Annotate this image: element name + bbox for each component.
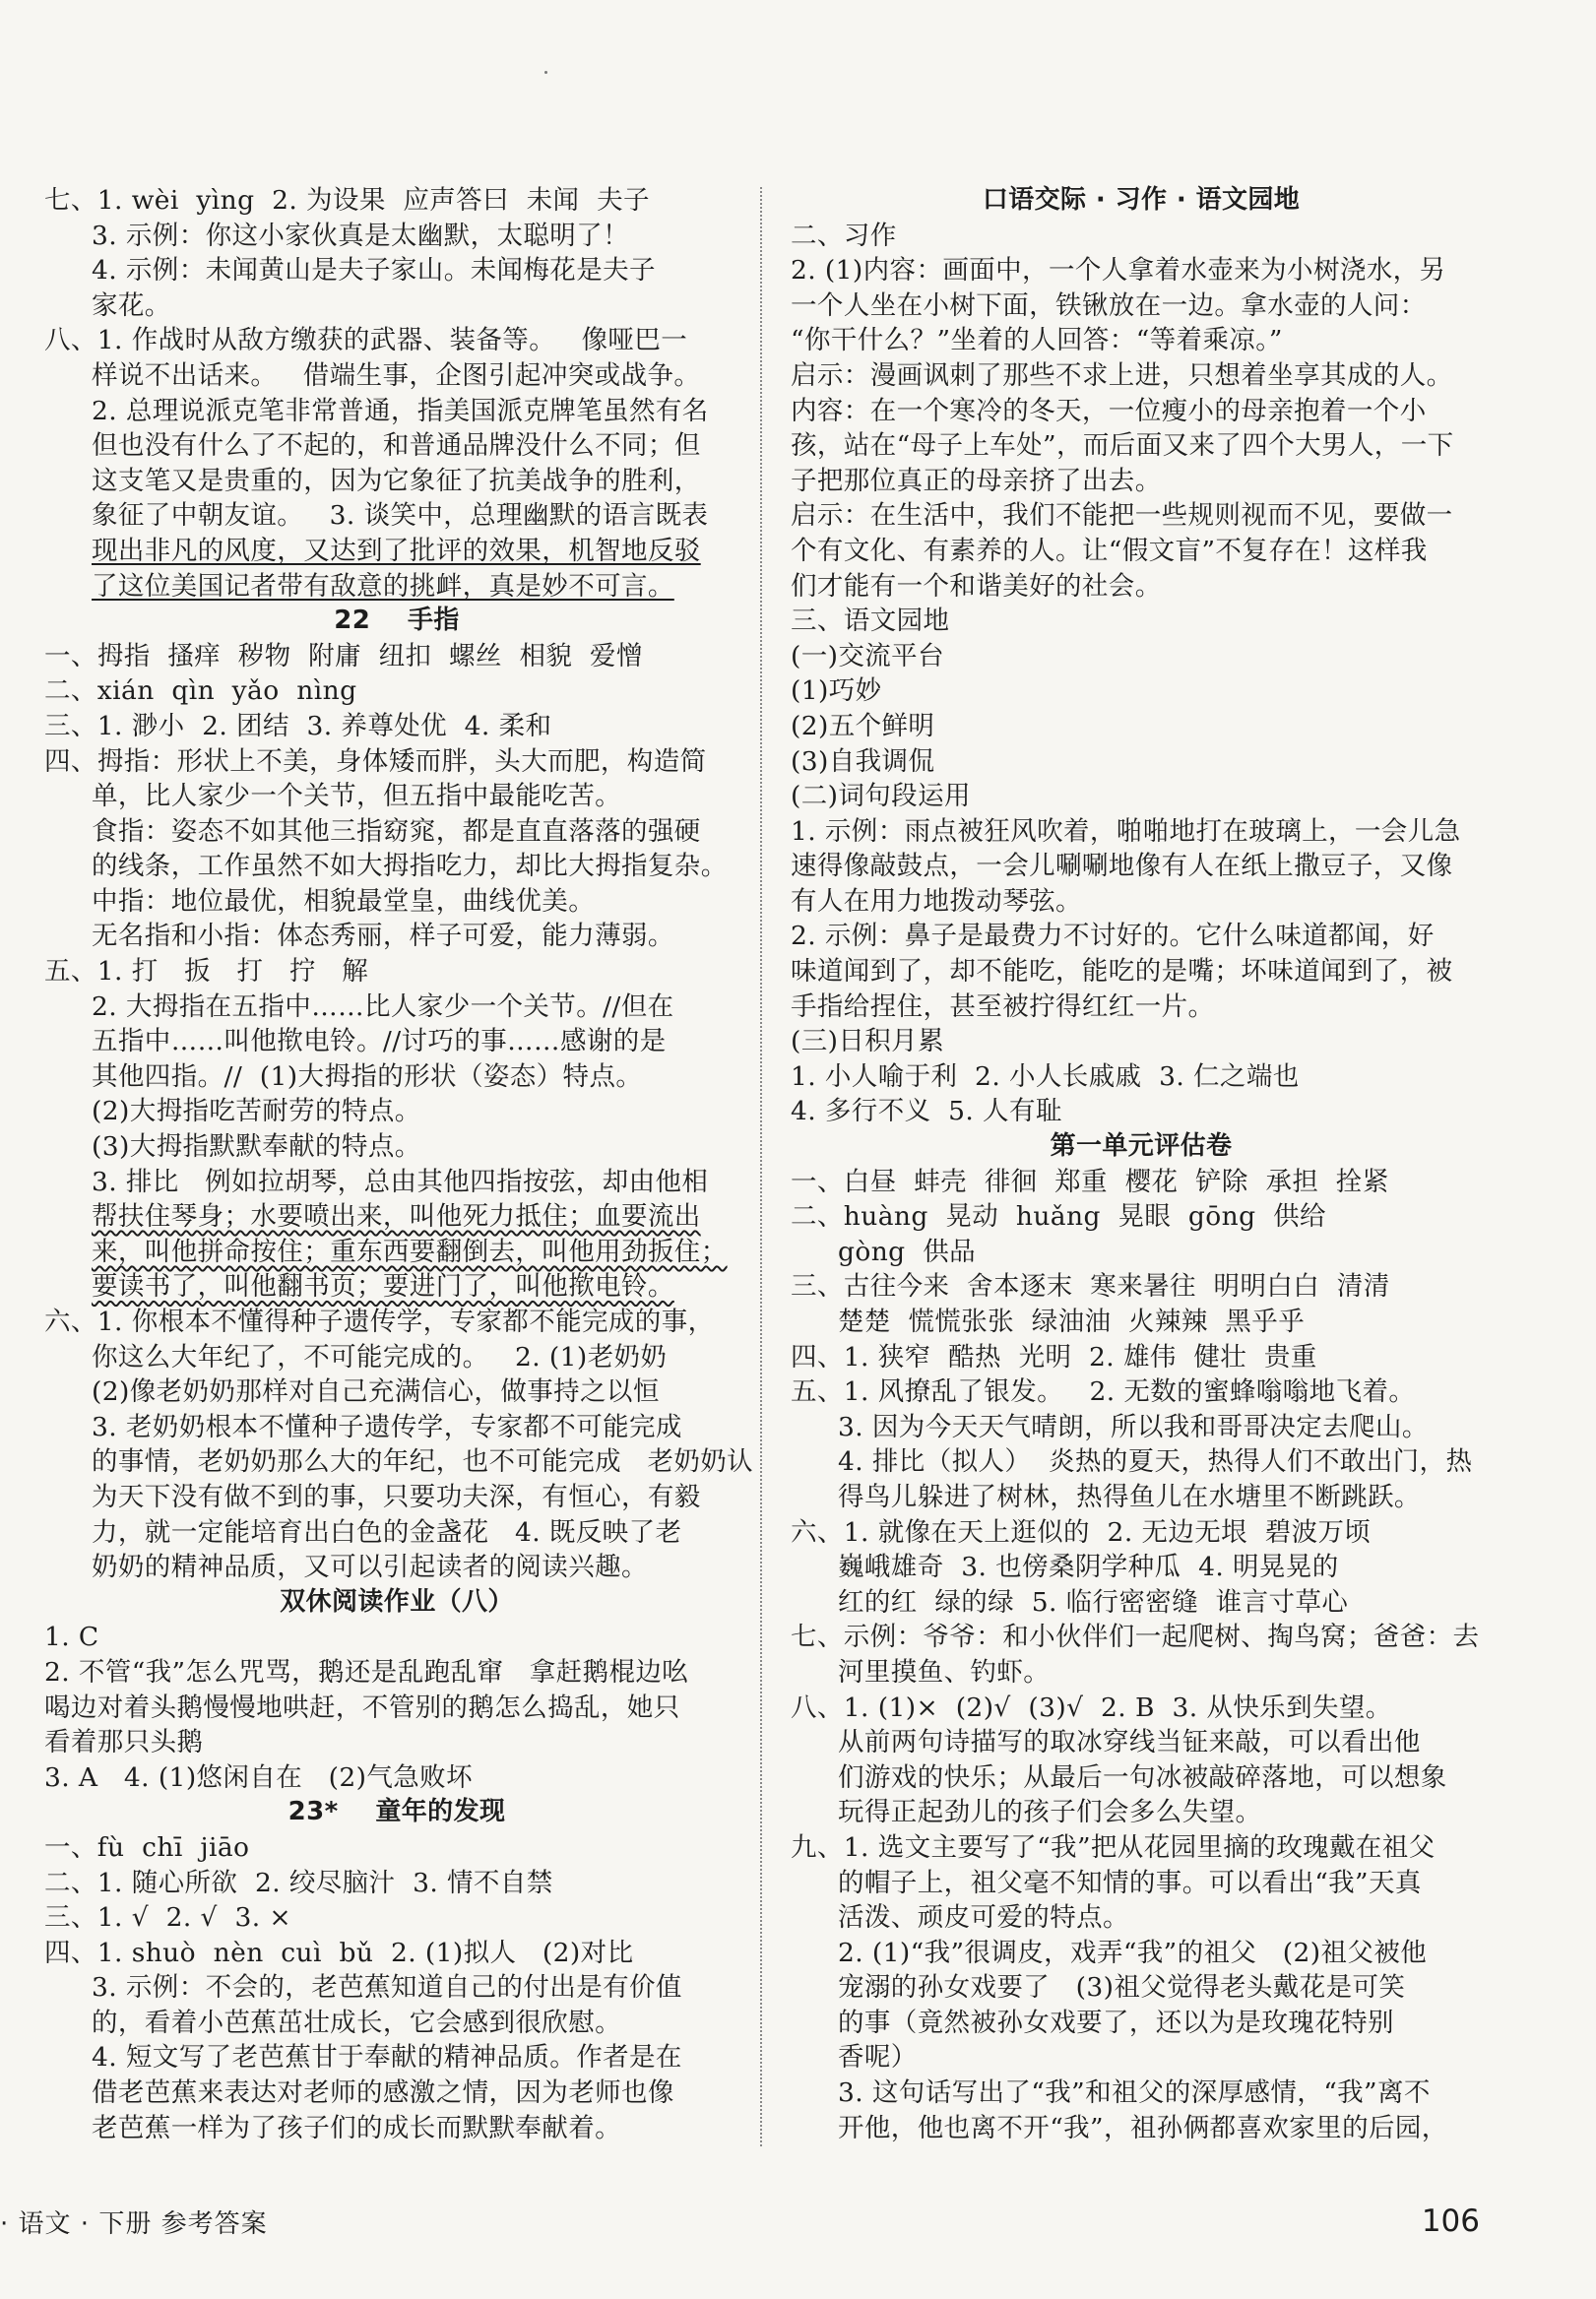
section-heading: 口语交际 · 习作 · 语文园地: [982, 185, 1301, 215]
answer-line: 中指：地位最优，相貌最堂皇，曲线优美。: [92, 885, 596, 917]
answer-line: 三、1. 渺小 2. 团结 3. 养尊处优 4. 柔和: [44, 710, 552, 741]
left-answer-column: [44, 183, 754, 2145]
answer-line: 五、1. 风撩乱了银发。 2. 无数的蜜蜂嗡嗡地飞着。: [791, 1376, 1416, 1408]
answer-line: 2. (1)“我”很调皮，戏弄“我”的祖父 (2)祖父被他: [838, 1937, 1428, 1968]
answer-line: 一、白昼 蚌壳 徘徊 郑重 樱花 铲除 承担 拴紧: [791, 1166, 1389, 1197]
answer-line: 2. (1)内容：画面中，一个人拿着水壶来为小树浇水，另: [791, 255, 1446, 287]
answer-line: 奶奶的精神品质，又可以引起读者的阅读兴趣。: [92, 1552, 648, 1583]
answer-line: 六、1. 你根本不懂得种子遗传学，专家都不能完成的事，: [44, 1307, 715, 1337]
answer-line: 家花。: [92, 289, 171, 321]
speck-mark: [544, 71, 547, 74]
section-heading: 22 手指: [334, 606, 460, 636]
answer-line: 4. 示例：未闻黄山是夫子家山。未闻梅花是夫子: [92, 255, 656, 287]
answer-line: (1)巧妙: [791, 675, 882, 707]
answer-line: 七、1. wèi yìng 2. 为设果 应声答曰 未闻 夫子: [44, 185, 650, 216]
answer-line: 3. 排比 例如拉胡琴，总由其他四指按弦，却由他相: [92, 1166, 709, 1197]
answer-line: 1. 小人喻于利 2. 小人长戚戚 3. 仁之端也: [791, 1060, 1300, 1092]
answer-line: 4. 排比（拟人） 炎热的夏天，热得人们不敢出门，热: [838, 1446, 1473, 1478]
answer-line: 三、1. √ 2. √ 3. ×: [44, 1902, 291, 1934]
answer-line: 3. 因为今天天气晴朗，所以我和哥哥决定去爬山。: [838, 1411, 1429, 1442]
answer-line: 但也没有什么了不起的，和普通品牌没什么不同；但: [92, 430, 701, 462]
answer-line: 巍峨雄奇 3. 也傍桑阴学种瓜 4. 明晃晃的: [838, 1552, 1339, 1583]
answer-line: (二)词句段运用: [791, 781, 971, 812]
answer-line: 借老芭蕉来表达对老师的感激之情，因为老师也像: [92, 2077, 674, 2109]
answer-line: 启示：在生活中，我们不能把一些规则视而不见，要做一: [791, 500, 1453, 532]
right-answer-column: [791, 183, 1492, 2145]
answer-line: 食指：姿态不如其他三指窈窕，都是直直落落的强硬: [92, 815, 701, 847]
answer-line: 速得像敲鼓点，一会儿唰唰地像有人在纸上撒豆子，又像: [791, 851, 1453, 882]
answer-line: 四、1. 狭窄 酷热 光明 2. 雄伟 健壮 贵重: [791, 1341, 1317, 1373]
answer-line: 二、1. 随心所欲 2. 绞尽脑汁 3. 情不自禁: [44, 1867, 553, 1898]
answer-line: 们才能有一个和谐美好的社会。: [791, 570, 1162, 602]
answer-line: 红的红 绿的绿 5. 临行密密缝 谁言寸草心: [838, 1586, 1349, 1618]
answer-line: 来，叫他拼命按住；重东西要翻倒去，叫他用劲扳住；: [92, 1236, 728, 1267]
answer-line: 你这么大年纪了，不可能完成的。 2. (1)老奶奶: [92, 1341, 668, 1373]
answer-line: 内容：在一个寒冷的冬天，一位瘦小的母亲抱着一个小: [791, 395, 1427, 426]
answer-line: 四、1. shuò nèn cuì bǔ 2. (1)拟人 (2)对比: [44, 1937, 634, 1968]
answer-line: 单，比人家少一个关节，但五指中最能吃苦。: [92, 781, 621, 812]
answer-line: 个有文化、有素养的人。让“假文盲”不复存在！这样我: [791, 535, 1428, 566]
answer-line: 的事（竟然被孙女戏要了，还以为是玫瑰花特别: [838, 2007, 1394, 2038]
answer-line: 河里摸鱼、钓虾。: [838, 1656, 1051, 1688]
answer-line: 楚楚 慌慌张张 绿油油 火辣辣 黑乎乎: [838, 1307, 1306, 1337]
answer-line: 1. 示例：雨点被狂风吹着，啪啪地打在玻璃上，一会儿急: [791, 815, 1461, 847]
answer-line: 三、语文园地: [791, 606, 950, 637]
answer-line: 活泼、顽皮可爱的特点。: [838, 1902, 1129, 1934]
answer-line: 这支笔又是贵重的，因为它象征了抗美战争的胜利，: [92, 465, 701, 496]
answer-line: 的，看着小芭蕉茁壮成长，它会感到很欣慰。: [92, 2007, 621, 2038]
answer-line: 2. 不管“我”怎么咒骂，鹅还是乱跑乱窜 拿赶鹅棍边吆: [44, 1656, 689, 1688]
answer-line: 八、1. (1)× (2)√ (3)√ 2. B 3. 从快乐到失望。: [791, 1692, 1392, 1723]
answer-line: 二、习作: [791, 220, 897, 251]
answer-line: (2)像老奶奶那样对自己充满信心，做事持之以恒: [92, 1376, 660, 1408]
answer-line: (2)五个鲜明: [791, 710, 935, 741]
answer-line: (三)日积月累: [791, 1026, 944, 1057]
answer-line: 开他，他也离不开“我”，祖孙俩都喜欢家里的后园，: [838, 2112, 1448, 2143]
answer-line: 六、1. 就像在天上逛似的 2. 无边无垠 碧波万顷: [791, 1516, 1372, 1548]
answer-line: 3. 老奶奶根本不懂种子遗传学，专家都不可能完成: [92, 1411, 682, 1442]
answer-line: 们游戏的快乐；从最后一句冰被敲碎落地，可以想象: [838, 1761, 1447, 1793]
answer-line: 3. 示例：你这小家伙真是太幽默，太聪明了！: [92, 220, 630, 251]
answer-line: 无名指和小指：体态秀丽，样子可爱，能力薄弱。: [92, 921, 674, 952]
answer-line: 4. 短文写了老芭蕉甘于奉献的精神品质。作者是在: [92, 2042, 682, 2074]
answer-line: 孩，站在“母子上车处”，而后面又来了四个大男人，一下: [791, 430, 1454, 462]
answer-line: 的帽子上，祖父毫不知情的事。可以看出“我”天真: [838, 1867, 1422, 1898]
answer-line: 玩得正起劲儿的孩子们会多么失望。: [838, 1797, 1262, 1828]
answer-line: 力，就一定能培育出白色的金盏花 4. 既反映了老: [92, 1516, 682, 1548]
answer-line: “你干什么？”坐着的人回答：“等着乘凉。”: [791, 325, 1283, 356]
answer-line: 2. 示例：鼻子是最费力不讨好的。它什么味道都闻，好: [791, 921, 1435, 952]
answer-line: 帮扶住琴身；水要喷出来，叫他死力抵住；血要流出: [92, 1201, 701, 1233]
answer-line: 四、拇指：形状上不美，身体矮而胖，头大而肥，构造简: [44, 745, 707, 777]
section-heading: 第一单元评估卷: [1050, 1131, 1233, 1162]
answer-line: 为天下没有做不到的事，只要功夫深，有恒心，有毅: [92, 1481, 701, 1512]
answer-line: 从前两句诗描写的取冰穿线当钲来敲，可以看出他: [838, 1727, 1421, 1758]
answer-line: 现出非凡的风度，又达到了批评的效果，机智地反驳: [92, 535, 701, 566]
answer-line: 一、fù chī jiāo: [44, 1831, 250, 1863]
answer-line: 2. 大拇指在五指中……比人家少一个关节。//但在: [92, 990, 674, 1022]
answer-line: (2)大拇指吃苦耐劳的特点。: [92, 1096, 421, 1127]
answer-line: 3. 示例：不会的，老芭蕉知道自己的付出是有价值: [92, 1972, 682, 2004]
answer-line: (3)自我调侃: [791, 745, 935, 777]
answer-line: 一、拇指 搔痒 秽物 附庸 纽扣 螺丝 相貌 爱憎: [44, 640, 643, 671]
answer-line: 味道闻到了，却不能吃，能吃的是嘴；坏味道闻到了，被: [791, 956, 1453, 988]
answer-line: 老芭蕉一样为了孩子们的成长而默默奉献着。: [92, 2112, 621, 2143]
answer-line: 八、1. 作战时从敌方缴获的武器、装备等。 像哑巴一: [44, 325, 688, 356]
answer-line: 看着那只头鹅: [44, 1727, 204, 1758]
answer-line: 五、1. 打 扳 打 拧 解: [44, 956, 369, 988]
page-number: 106: [1421, 2203, 1480, 2239]
answer-line: 二、xián qìn yǎo nìng: [44, 675, 357, 707]
answer-line: 的事情，老奶奶那么大的年纪，也不可能完成 老奶奶认: [92, 1446, 754, 1478]
answer-line: 3. A 4. (1)悠闲自在 (2)气急败坏: [44, 1761, 473, 1793]
answer-line: 喝边对着头鹅慢慢地哄赶，不管别的鹅怎么捣乱，她只: [44, 1692, 680, 1723]
answer-line: 4. 多行不义 5. 人有耻: [791, 1096, 1062, 1127]
answer-line: 3. 这句话写出了“我”和祖父的深厚感情，“我”离不: [838, 2077, 1431, 2109]
section-heading: 双休阅读作业（八）: [280, 1586, 514, 1617]
answer-line: 的线条，工作虽然不如大拇指吃力，却比大拇指复杂。: [92, 851, 728, 882]
answer-line: 香呢）: [838, 2042, 918, 2074]
answer-line: 了这位美国记者带有敌意的挑衅，真是妙不可言。: [92, 570, 674, 602]
answer-line: 有人在用力地拨动琴弦。: [791, 885, 1082, 917]
answer-line: 样说不出话来。 借端生事，企图引起冲突或战争。: [92, 359, 701, 391]
answer-line: 宠溺的孙女戏要了 (3)祖父觉得老头戴花是可笑: [838, 1972, 1406, 2004]
answer-line: 一个人坐在小树下面，铁锹放在一边。拿水壶的人问：: [791, 289, 1427, 321]
answer-line: 子把那位真正的母亲挤了出去。: [791, 465, 1162, 496]
answer-line: (3)大拇指默默奉献的特点。: [92, 1131, 421, 1163]
answer-line: 启示：漫画讽刺了那些不求上进，只想着坐享其成的人。: [791, 359, 1453, 391]
answer-line: 2. 总理说派克笔非常普通，指美国派克牌笔虽然有名: [92, 395, 709, 426]
answer-line: 象征了中朝友谊。 3. 谈笑中，总理幽默的语言既表: [92, 500, 709, 532]
answer-line: 要读书了，叫他翻书页；要进门了，叫他揿电铃。: [92, 1271, 674, 1303]
answer-line: 其他四指。// (1)大拇指的形状（姿态）特点。: [92, 1060, 643, 1092]
answer-line: 1. C: [44, 1622, 99, 1653]
answer-line: (一)交流平台: [791, 640, 944, 671]
answer-line: 得鸟儿躲进了树林，热得鱼儿在水塘里不断跳跃。: [838, 1481, 1421, 1512]
answer-line: 七、示例：爷爷：和小伙伴们一起爬树、掏鸟窝；爸爸：去: [791, 1622, 1480, 1653]
answer-line: 二、huàng 晃动 huǎng 晃眼 gōng 供给: [791, 1201, 1326, 1233]
answer-line: 手指给捏住，甚至被拧得红红一片。: [791, 990, 1215, 1022]
footer-book-title: · 语文 · 下册 参考答案: [0, 2209, 268, 2239]
answer-line: gòng 供品: [838, 1236, 976, 1267]
answer-line: 九、1. 选文主要写了“我”把从花园里摘的玫瑰戴在祖父: [791, 1831, 1436, 1863]
section-heading: 23* 童年的发现: [287, 1797, 506, 1827]
column-divider: [760, 187, 762, 2146]
answer-line: 三、古往今来 舍本逐末 寒来暑往 明明白白 清清: [791, 1271, 1390, 1303]
answer-line: 五指中……叫他揿电铃。//讨巧的事……感谢的是: [92, 1026, 667, 1057]
